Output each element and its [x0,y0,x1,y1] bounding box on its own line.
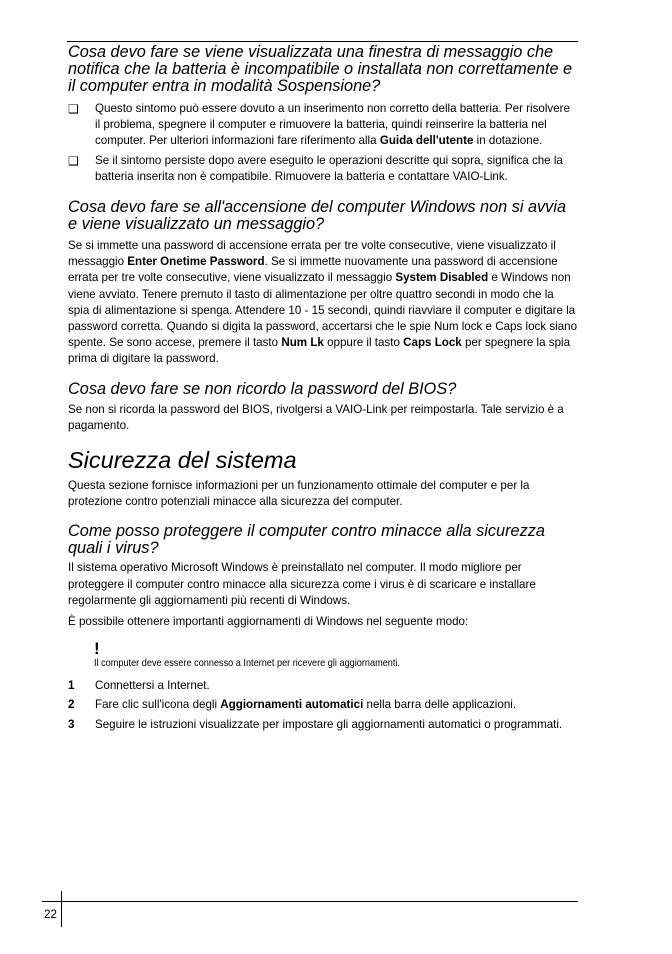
note-text: Il computer deve essere connesso a Internet per ricevere gli aggiornamenti. [94,658,400,670]
step-number: 2 [68,698,75,712]
paragraph-update-intro: È possibile ottenere importanti aggiornamenti di Windows nel seguente modo: [68,615,469,629]
step-item [68,697,578,713]
note-block [94,640,578,671]
section-title: Sicurezza del sistema [68,447,297,474]
faq-heading-bios: Cosa devo fare se non ricordo la password del BIOS? [68,379,457,398]
paragraph-bios: Se non si ricorda la password del BIOS, rivolgersi a VAIO-Link per reimpostarla. Tale servizio è a pagamento. [68,402,564,432]
footer-rule [42,901,578,902]
faq-heading-windows-start: Cosa devo fare se all'accensione del computer Windows non si avvia e viene visualizzato un messaggio? [68,198,566,234]
step-number: 1 [68,679,75,693]
exclamation-icon: ! [94,639,100,659]
footer-divider [61,891,62,927]
bullet-item [68,153,578,185]
checkbox-bullet-icon: ❑ [68,153,79,168]
page-number: 22 [44,908,57,921]
step-number: 3 [68,717,75,731]
bullet-text: Se il sintomo persiste dopo avere eseguito le operazioni descritte qui sopra, significa che la batteria inserita non è compatibile. Rimuovere la batteria e contattare VAIO-Link. [95,153,563,183]
header-rule [67,41,578,42]
bullet-text: Questo sintomo può essere dovuto a un inserimento non corretto della batteria. Per risolvere il problema, spegnere il computer e rimuovere la batteria, quindi reinserire la batteria nel computer. Per ulteriori informazioni fare riferimento alla Guida dell'utente in dotazione. [95,102,570,148]
paragraph-windows-update: Il sistema operativo Microsoft Windows è preinstallato nel computer. Il modo migliore per proteggere il computer contro minacce alla sicurezza come i virus è di scaricare e installare regolarmente gli aggiornamenti più recenti di Windows. [68,561,536,607]
step-text: Connettersi a Internet. [95,679,210,693]
page-content [68,44,578,733]
step-item [68,717,578,733]
faq-heading-virus: Come posso proteggere il computer contro minacce alla sicurezza quali i virus? [68,522,545,558]
faq-heading-battery: Cosa devo fare se viene visualizzata una finestra di messaggio che notifica che la batteria è incompatibile o installata non correttamente e il computer entra in modalità Sospensione? [68,43,573,95]
step-text: Seguire le istruzioni visualizzate per impostare gli aggiornamenti automatici o programmati. [95,717,563,731]
paragraph-password: Se si immette una password di accensione errata per tre volte consecutive, viene visualizzato il messaggio Enter Onetime Password. Se si immette nuovamente una password di accensione errata per tre volte consecutive, viene visualizzato il messaggio System Disabled e Windows non viene avviato. Tenere premuto il tasto di alimentazione per oltre quattro secondi in modo che la spia di alimentazione si spenga. Attendere 10 - 15 secondi, quindi riavviare il computer e digitare la password corretta. Quando si digita la password, accertarsi che le spie Num lock e Caps lock siano spente. Se sono accese, premere il tasto Num Lk oppure il tasto Caps Lock per spegnere la spia prima di digitare la password. [68,239,578,366]
step-text: Fare clic sull'icona degli Aggiornamenti automatici nella barra delle applicazioni. [95,698,517,712]
checkbox-bullet-icon: ❑ [68,102,79,116]
step-item [68,678,578,694]
section-intro: Questa sezione fornisce informazioni per un funzionamento ottimale del computer e per la protezione contro potenziali minacce alla sicurezza del computer. [68,479,530,509]
bullet-item [68,101,578,150]
